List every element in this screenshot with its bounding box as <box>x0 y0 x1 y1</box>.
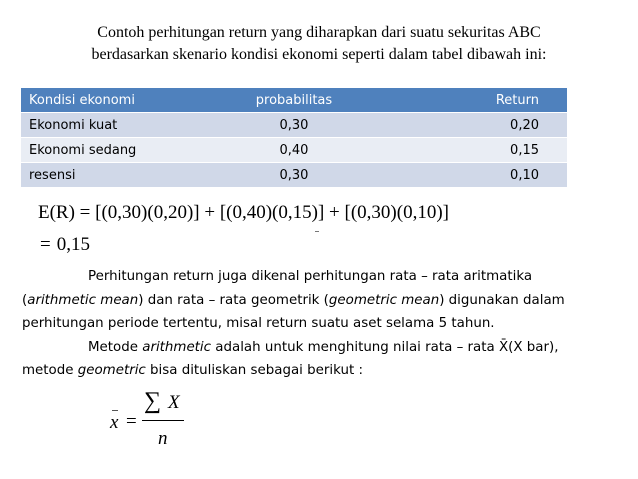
fraction-bar <box>142 420 184 421</box>
arithmetic-term: arithmetic <box>142 339 212 355</box>
intro-line-2: berdasarkan skenario kondisi ekonomi seperti dalam tabel dibawah ini: <box>91 46 547 63</box>
equals-sign: = <box>40 234 51 255</box>
cell-return: 0,15 <box>381 138 567 163</box>
paragraph-line-2: (arithmetic mean) dan rata – rata geometrik (geometric mean) digunakan dalam <box>22 292 565 308</box>
table-row <box>21 163 567 188</box>
cell-probabilitas: 0,40 <box>207 138 382 163</box>
cell-return: 0,20 <box>381 113 567 138</box>
formula-equals: = <box>126 411 137 432</box>
header-return: Return <box>381 88 567 113</box>
sigma-icon: ∑ <box>144 388 162 414</box>
explanation-paragraph <box>22 265 622 383</box>
header-kondisi-ekonomi: Kondisi ekonomi <box>21 88 207 113</box>
dash-mark <box>315 231 319 232</box>
table-header-row <box>21 88 567 113</box>
formula-numerator: X <box>168 392 180 413</box>
arithmetic-mean-formula <box>108 390 198 450</box>
cell-kondisi: Ekonomi kuat <box>21 113 207 138</box>
bar-mark <box>112 410 118 411</box>
cell-probabilitas: 0,30 <box>207 163 382 188</box>
paragraph-line-4: Metode arithmetic adalah untuk menghitung nilai rata – rata X̄(X bar), <box>88 339 559 355</box>
cell-kondisi: resensi <box>21 163 207 188</box>
cell-kondisi: Ekonomi sedang <box>21 138 207 163</box>
paragraph-line-1: Perhitungan return juga dikenal perhitungan rata – rata aritmatika <box>88 269 533 284</box>
geometric-mean-term: geometric mean <box>328 292 440 308</box>
arithmetic-mean-term: arithmetic mean <box>27 292 139 308</box>
header-probabilitas: probabilitas <box>207 88 382 113</box>
table-row <box>21 113 567 138</box>
cell-probabilitas: 0,30 <box>207 113 382 138</box>
table-row <box>21 138 567 163</box>
paragraph-line-5: metode geometric bisa dituliskan sebagai berikut : <box>22 363 363 378</box>
paragraph-line-3: perhitungan periode tertentu, misal return suatu aset selama 5 tahun. <box>22 316 495 331</box>
formula-lhs: x <box>110 412 119 433</box>
expected-return-formula: E(R) = [(0,30)(0,20)] + [(0,40)(0,15)] + [(0,30)(0,10)] <box>38 202 449 223</box>
intro-line-1: Contoh perhitungan return yang diharapkan dari suatu sekuritas ABC <box>97 24 541 41</box>
economic-scenario-table <box>21 88 567 188</box>
expected-return-result <box>40 232 90 258</box>
result-value: 0,15 <box>56 234 90 255</box>
cell-return: 0,10 <box>381 163 567 188</box>
formula-denominator: n <box>158 428 168 449</box>
geometric-term: geometric <box>77 363 146 378</box>
intro-text <box>0 22 638 66</box>
